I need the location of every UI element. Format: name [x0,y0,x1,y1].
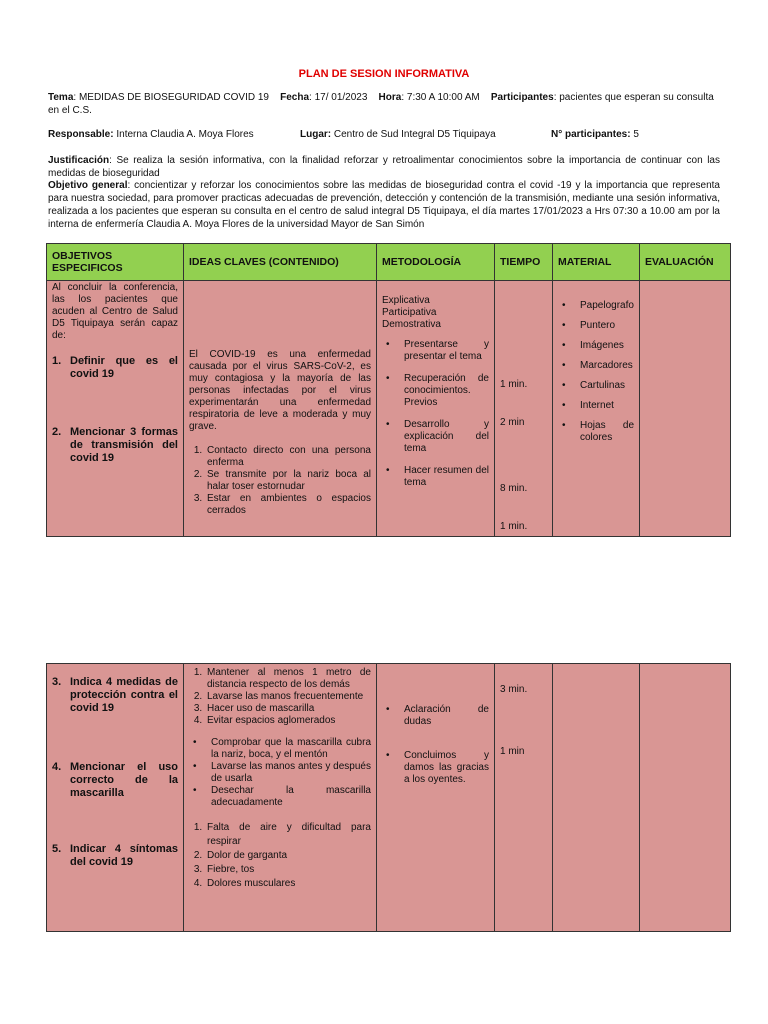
evaluacion-cell [640,664,731,932]
document-title: PLAN DE SESION INFORMATIVA [298,68,470,80]
evaluacion-cell [640,281,731,537]
table-header-row [47,244,731,281]
list-item: • Imágenes [574,340,634,352]
participantes-value: : pacientes que esperan su consulta en el C.S. [48,92,714,116]
header-ideas: IDEAS CLAVES (CONTENIDO) [184,244,377,281]
list-item: 4. Dolores musculares [205,877,371,891]
mascarilla-list [189,737,371,809]
header-material: MATERIAL [553,244,640,281]
list-item: • Papelografo [574,300,634,312]
list-item: 4. Evitar espacios aglomerados [205,715,371,727]
header-evaluacion: EVALUACIÓN [640,244,731,281]
tema-value: : MEDIDAS DE BIOSEGURIDAD COVID 19 [73,92,269,103]
transmision-list [189,445,371,517]
list-item: • Lavarse las manos antes y después de usarla [205,761,371,785]
header-objetivos: OBJETIVOS ESPECIFICOS [47,244,184,281]
lugar-value: Centro de Sud Integral D5 Tiquipaya [333,129,496,140]
objetivo-5: 5. Indicar 4 síntomas del covid 19 [52,843,178,868]
metodo-tipo: Participativa [382,307,437,318]
ideas-cell [184,664,377,932]
n-participantes-label: N° participantes: [551,129,631,140]
list-item: • Recuperación de conocimientos. Previos [398,373,489,409]
fecha-label: Fecha [280,92,310,103]
tiempo-value: 1 min. [500,521,528,532]
tiempo-value: 2 min [500,417,525,428]
justificacion-text: : Se realiza la sesión informativa, con la finalidad reforzar y retroalimentar conocimientos sobre la importancia de continuar con las medidas de bioseguridad [48,155,720,179]
responsable-value: Interna Claudia A. Moya Flores [116,129,254,140]
tiempo-value: 1 min. [500,379,528,390]
tiempo-cell [495,664,553,932]
list-item: • Comprobar que la mascarilla cubra la nariz, boca, y el mentón [205,737,371,761]
metodos-list [382,339,489,489]
session-plan-table [46,243,731,537]
metodo-tipo: Demostrativa [382,319,441,330]
tiempo-value: 8 min. [500,483,528,494]
list-item: • Hojas de colores [574,420,634,444]
list-item: 1. Mantener al menos 1 metro de distancia respecto de los demás [205,667,371,691]
metodo-tipo: Explicativa [382,295,430,306]
list-item: 2. Lavarse las manos frecuentemente [205,691,371,703]
medidas-list [189,667,371,727]
list-item: • Internet [574,400,634,412]
tiempo-cell [495,281,553,537]
objetivo-general-paragraph [48,179,720,231]
list-item: • Marcadores [574,360,634,372]
list-item: 3. Estar en ambientes o espacios cerrados [205,493,371,517]
metodos-list [382,704,489,786]
responsable-label: Responsable: [48,129,114,140]
n-participantes-value: 5 [633,129,639,140]
list-item: • Hacer resumen del tema [398,465,489,489]
objetivo-1: 1. Definir que es el covid 19 [52,355,178,380]
sintomas-list [189,821,371,891]
list-item: • Presentarse y presentar el tema [398,339,489,363]
covid-definition: El COVID-19 es una enfermedad causada por el virus SARS-CoV-2, es muy contagiosa y la mayoría de las personas infectadas por el virus experimentarán una enfermedad respiratoria de leve a moderada y muy grave. [189,349,371,432]
list-item: 3. Fiebre, tos [205,863,371,877]
session-plan-table-continued [46,663,731,932]
material-cell [553,281,640,537]
tiempo-value: 1 min [500,746,525,757]
justificacion-label: Justificación [48,155,110,166]
material-list [558,300,634,444]
tiempo-value: 3 min. [500,684,528,695]
list-item: • Concluimos y damos las gracias a los oyentes. [398,750,489,786]
ideas-cell [184,281,377,537]
list-item: 3. Hacer uso de mascarilla [205,703,371,715]
list-item: 1. Contacto directo con una persona enferma [205,445,371,469]
metodologia-cell [377,664,495,932]
objetivos-cell [47,664,184,932]
header-metodologia: METODOLOGÍA [377,244,495,281]
header-tiempo: TIEMPO [495,244,553,281]
material-cell [553,664,640,932]
list-item: • Desechar la mascarilla adecuadamente [205,785,371,809]
tema-line [48,91,720,117]
justificacion-paragraph [48,154,720,180]
list-item: • Aclaración de dudas [398,704,489,728]
objetivo-4: 4. Mencionar el uso correcto de la mascarilla [52,761,178,799]
objetivo-label: Objetivo general [48,180,128,191]
objetivo-3: 3. Indica 4 medidas de protección contra el covid 19 [52,676,178,714]
list-item: • Cartulinas [574,380,634,392]
table-row [47,664,731,932]
list-item: 2. Dolor de garganta [205,849,371,863]
list-item: 1. Falta de aire y dificultad para respirar [205,821,371,849]
fecha-value: : 17/ 01/2023 [309,92,368,103]
participantes-label: Participantes [490,92,554,103]
hora-value: : 7:30 A 10:00 AM [401,92,480,103]
objetivos-intro: Al concluir la conferencia, las los pacientes que acuden al Centro de Salud D5 Tiquipaya serán capaz de: [52,282,178,341]
lugar-label: Lugar: [300,129,332,140]
list-item: • Puntero [574,320,634,332]
metodologia-cell [377,281,495,537]
objetivo-text: : concientizar y reforzar los conocimientos sobre las medidas de bioseguridad contra el covid -19 y la importancia que representa para nuestra sociedad, para promover practicas adecuadas de prevención, detección y contención de la transmisión, mediante una sesión informativa, realizada a los pacientes que esperan su consulta en el centro de salud integral D5 Tiquipaya, el día martes 17/01/2023 a Hrs 07:30 a 10.00 am por la interna de enfermería Claudia A. Moya Flores de la universidad Mayor de San Simón [48,180,720,230]
hora-label: Hora [378,92,402,103]
objetivos-cell [47,281,184,537]
table-row [47,281,731,537]
list-item: • Desarrollo y explicación del tema [398,419,489,455]
list-item: 2. Se transmite por la nariz boca al halar toser estornudar [205,469,371,493]
tema-label: Tema [48,92,74,103]
objetivo-2: 2. Mencionar 3 formas de transmisión del covid 19 [52,426,178,464]
